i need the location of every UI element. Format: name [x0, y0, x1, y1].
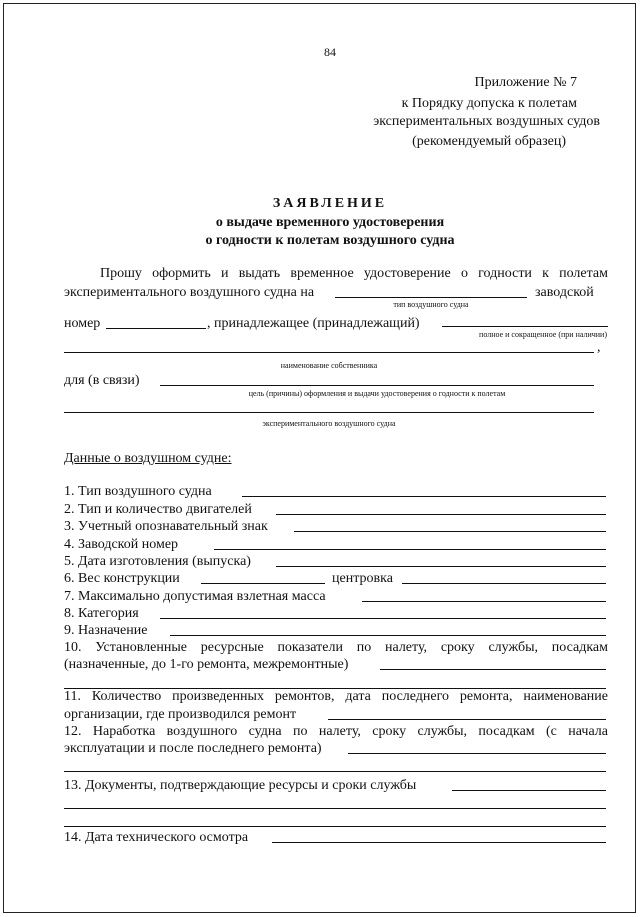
appendix-line-2: к Порядку допуска к полетам: [401, 96, 577, 111]
intro-line-2-text: экспериментального воздушного судна на: [64, 285, 315, 300]
appendix-line-4: (рекомендуемый образец): [412, 134, 566, 149]
item-9-field[interactable]: [170, 635, 606, 636]
item-8-field[interactable]: [160, 618, 606, 619]
item-5-label: 5. Дата изготовления (выпуска): [64, 554, 251, 569]
number-label: номер: [64, 316, 101, 331]
item-13-field-3[interactable]: [64, 826, 606, 827]
item-8-label: 8. Категория: [64, 606, 139, 621]
item-10-label-1: 10. Установленные ресурсные показатели по налету, сроку службы, посадкам: [64, 640, 608, 655]
for-label: для (в связи): [64, 373, 140, 388]
hint-aircraft-type: тип воздушного судна: [393, 300, 469, 309]
item-4-field[interactable]: [214, 549, 606, 550]
item-12-field-1[interactable]: [348, 753, 606, 754]
item-14-field[interactable]: [272, 842, 606, 843]
item-1-field[interactable]: [242, 496, 606, 497]
hint-purpose: цель (причины) оформления и выдачи удостоверения о годности к полетам: [248, 389, 506, 398]
item-10-field-1[interactable]: [380, 669, 606, 670]
title-subline-2: о годности к полетам воздушного судна: [205, 233, 455, 248]
purpose-field-2[interactable]: [64, 412, 594, 413]
item-9-label: 9. Назначение: [64, 623, 148, 638]
comma: ,: [597, 340, 601, 355]
item-11-field[interactable]: [328, 719, 606, 720]
hint-full-name: полное и сокращенное (при наличии): [479, 330, 607, 339]
item-6-center-label: центровка: [332, 571, 393, 586]
owner-name-field-2[interactable]: [64, 352, 594, 353]
item-13-label: 13. Документы, подтверждающие ресурсы и сроки службы: [64, 778, 417, 793]
item-6-weight-field[interactable]: [201, 583, 325, 584]
item-14-label: 14. Дата технического осмотра: [64, 830, 249, 845]
appendix-line-3: экспериментальных воздушных судов: [373, 114, 600, 129]
item-10-label-2: (назначенные, до 1-го ремонта, межремонтные): [64, 657, 349, 672]
page-number: 84: [324, 45, 336, 59]
hint-aircraft: экспериментального воздушного судна: [262, 419, 396, 428]
owner-name-field-1[interactable]: [442, 326, 608, 327]
item-11-label-1: 11. Количество произведенных ремонтов, дата последнего ремонта, наименование: [64, 689, 608, 704]
item-13-field-1[interactable]: [452, 790, 606, 791]
item-7-label: 7. Максимально допустимая взлетная масса: [64, 589, 326, 604]
belongs-label: , принадлежащее (принадлежащий): [207, 316, 420, 331]
item-12-field-2[interactable]: [64, 771, 606, 772]
intro-line-2-end: заводской: [535, 285, 594, 300]
item-5-field[interactable]: [276, 566, 606, 567]
item-3-label: 3. Учетный опознавательный знак: [64, 519, 268, 534]
item-1-label: 1. Тип воздушного судна: [64, 484, 212, 499]
aircraft-type-field[interactable]: [335, 297, 527, 298]
item-3-field[interactable]: [294, 531, 606, 532]
item-2-label: 2. Тип и количество двигателей: [64, 502, 252, 517]
item-11-label-2: организации, где производился ремонт: [64, 707, 297, 722]
serial-number-field[interactable]: [106, 328, 206, 329]
item-4-label: 4. Заводской номер: [64, 537, 179, 552]
item-12-label-2: эксплуатации и после последнего ремонта): [64, 741, 322, 756]
hint-owner: наименование собственника: [280, 361, 378, 370]
item-6-label: 6. Вес конструкции: [64, 571, 180, 586]
item-6-center-field[interactable]: [402, 583, 606, 584]
purpose-field-1[interactable]: [160, 385, 594, 386]
item-2-field[interactable]: [276, 514, 606, 515]
item-13-field-2[interactable]: [64, 808, 606, 809]
section-title: Данные о воздушном судне:: [64, 451, 232, 466]
item-12-label-1: 12. Наработка воздушного судна по налету, сроку службы, посадкам (с начала: [64, 724, 608, 739]
item-7-field[interactable]: [362, 601, 606, 602]
title-subline-1: о выдаче временного удостоверения: [215, 215, 445, 230]
document-title: ЗАЯВЛЕНИЕ: [272, 196, 388, 211]
intro-line-1: Прошу оформить и выдать временное удостоверение о годности к полетам: [100, 266, 608, 281]
appendix-line-1: Приложение № 7: [474, 75, 577, 90]
